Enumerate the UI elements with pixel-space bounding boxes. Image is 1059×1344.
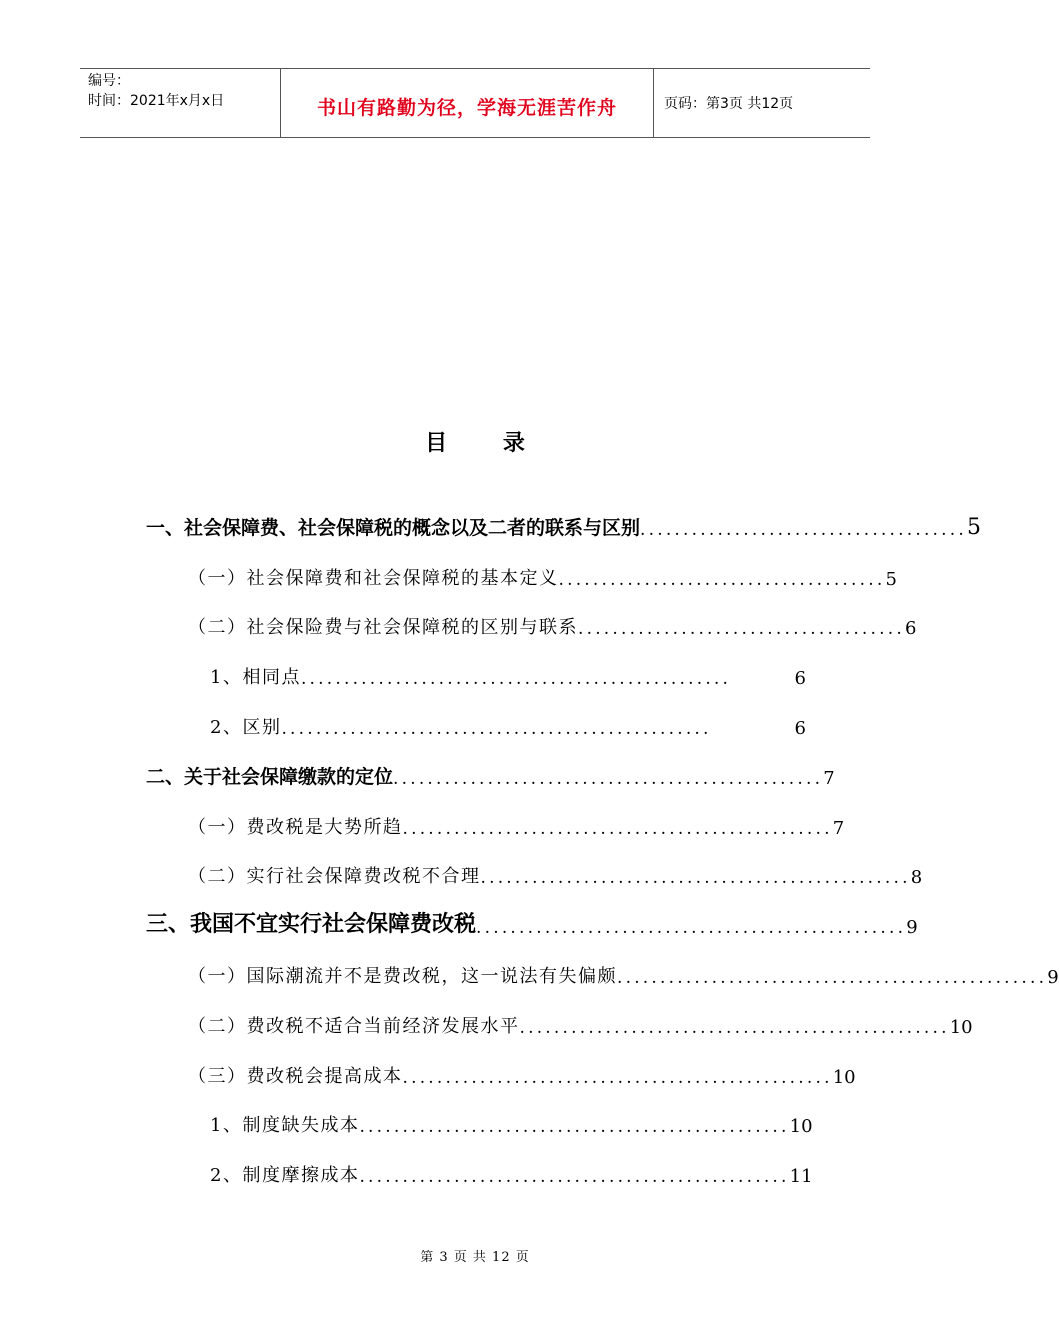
toc-entry-page: 9 — [1047, 966, 1059, 988]
page-header — [80, 68, 870, 138]
toc-entry[interactable] — [146, 647, 806, 697]
toc-entry-page: 7 — [832, 817, 845, 839]
toc-entry-text: 1、相同点 — [210, 667, 301, 689]
toc-entry-text: 2、区别 — [210, 716, 282, 738]
toc-entry-page: 10 — [832, 1066, 856, 1088]
toc-entry-page: 6 — [794, 668, 806, 690]
toc-entry[interactable] — [146, 548, 897, 598]
toc-entry-page: 10 — [949, 1016, 973, 1038]
toc-entry-text: 三、我国不宜实行社会保障费改税 — [146, 912, 477, 938]
toc-entry-page: 6 — [904, 618, 917, 640]
toc-leader-dots: .................................................. — [281, 718, 712, 739]
toc-entry-text: 2、制度摩擦成本 — [210, 1165, 360, 1187]
toc-entry-text: （一）社会保障费和社会保障税的基本定义 — [188, 567, 559, 589]
toc-entry[interactable] — [146, 847, 923, 897]
toc-leader-dots: ...................................... — [640, 519, 967, 540]
toc-entry-page: 10 — [789, 1116, 813, 1138]
toc-entry[interactable] — [146, 1046, 856, 1096]
toc-leader-dots: .................................................. — [393, 768, 824, 789]
toc-leader-dots: .................................................. — [359, 1117, 790, 1138]
page-footer: 第 3 页 共 12 页 — [420, 1250, 530, 1265]
toc-entry-page: 11 — [789, 1166, 813, 1188]
table-of-contents — [146, 498, 1059, 1195]
toc-entry[interactable] — [146, 896, 918, 946]
toc-entry[interactable] — [146, 598, 917, 648]
header-motto-cell — [280, 69, 654, 137]
toc-entry-text: 一、社会保障费、社会保障税的概念以及二者的联系与区别 — [146, 516, 641, 539]
toc-leader-dots: ...................................... — [558, 569, 886, 590]
toc-leader-dots: .................................................. — [402, 818, 833, 839]
time-label: 时间：2021年x月x日 — [88, 93, 225, 109]
toc-entry[interactable] — [146, 996, 973, 1046]
toc-entry-text: （二）费改税不适合当前经济发展水平 — [188, 1015, 520, 1037]
header-right-cell — [654, 69, 870, 137]
toc-entry[interactable] — [146, 747, 835, 797]
toc-entry-page: 9 — [906, 917, 918, 939]
toc-leader-dots: .................................................. — [519, 1017, 950, 1038]
toc-entry-text: 二、关于社会保障缴款的定位 — [146, 765, 394, 788]
toc-entry-text: （二）社会保险费与社会保障税的区别与联系 — [188, 617, 578, 639]
toc-leader-dots: .................................................. — [300, 669, 732, 690]
toc-entry[interactable] — [146, 1145, 813, 1195]
toc-entry[interactable] — [146, 797, 845, 847]
toc-leader-dots: .................................................. — [476, 918, 907, 939]
toc-leader-dots: .................................................. — [480, 868, 911, 889]
toc-entry-page: 8 — [910, 867, 923, 889]
toc-entry-page: 5 — [966, 514, 981, 540]
toc-entry[interactable] — [146, 498, 981, 548]
toc-title: 目 录 — [425, 431, 549, 456]
toc-entry[interactable] — [146, 1096, 813, 1146]
header-left-cell — [80, 69, 280, 137]
toc-entry-text: （三）费改税会提高成本 — [188, 1065, 403, 1087]
number-label: 编号： — [88, 73, 130, 89]
toc-leader-dots: .................................................. — [617, 967, 1048, 988]
toc-entry-page: 7 — [823, 767, 835, 789]
toc-entry-text: （一）费改税是大势所趋 — [188, 816, 403, 838]
page-info: 页码：第3页 共12页 — [664, 96, 794, 112]
toc-entry-text: （二）实行社会保障费改税不合理 — [188, 866, 481, 888]
motto: 书山有路勤为径，学海无涯苦作舟 — [316, 96, 617, 119]
toc-entry[interactable] — [146, 946, 1059, 996]
toc-entry[interactable] — [146, 697, 806, 747]
toc-entry-text: 1、制度缺失成本 — [210, 1115, 360, 1137]
toc-entry-text: （一）国际潮流并不是费改税，这一说法有失偏颇 — [188, 965, 617, 987]
toc-entry-page: 5 — [885, 568, 897, 590]
toc-leader-dots: ...................................... — [578, 619, 905, 640]
toc-entry-page: 6 — [794, 717, 806, 739]
toc-leader-dots: .................................................. — [359, 1167, 790, 1188]
toc-leader-dots: .................................................. — [402, 1067, 833, 1088]
